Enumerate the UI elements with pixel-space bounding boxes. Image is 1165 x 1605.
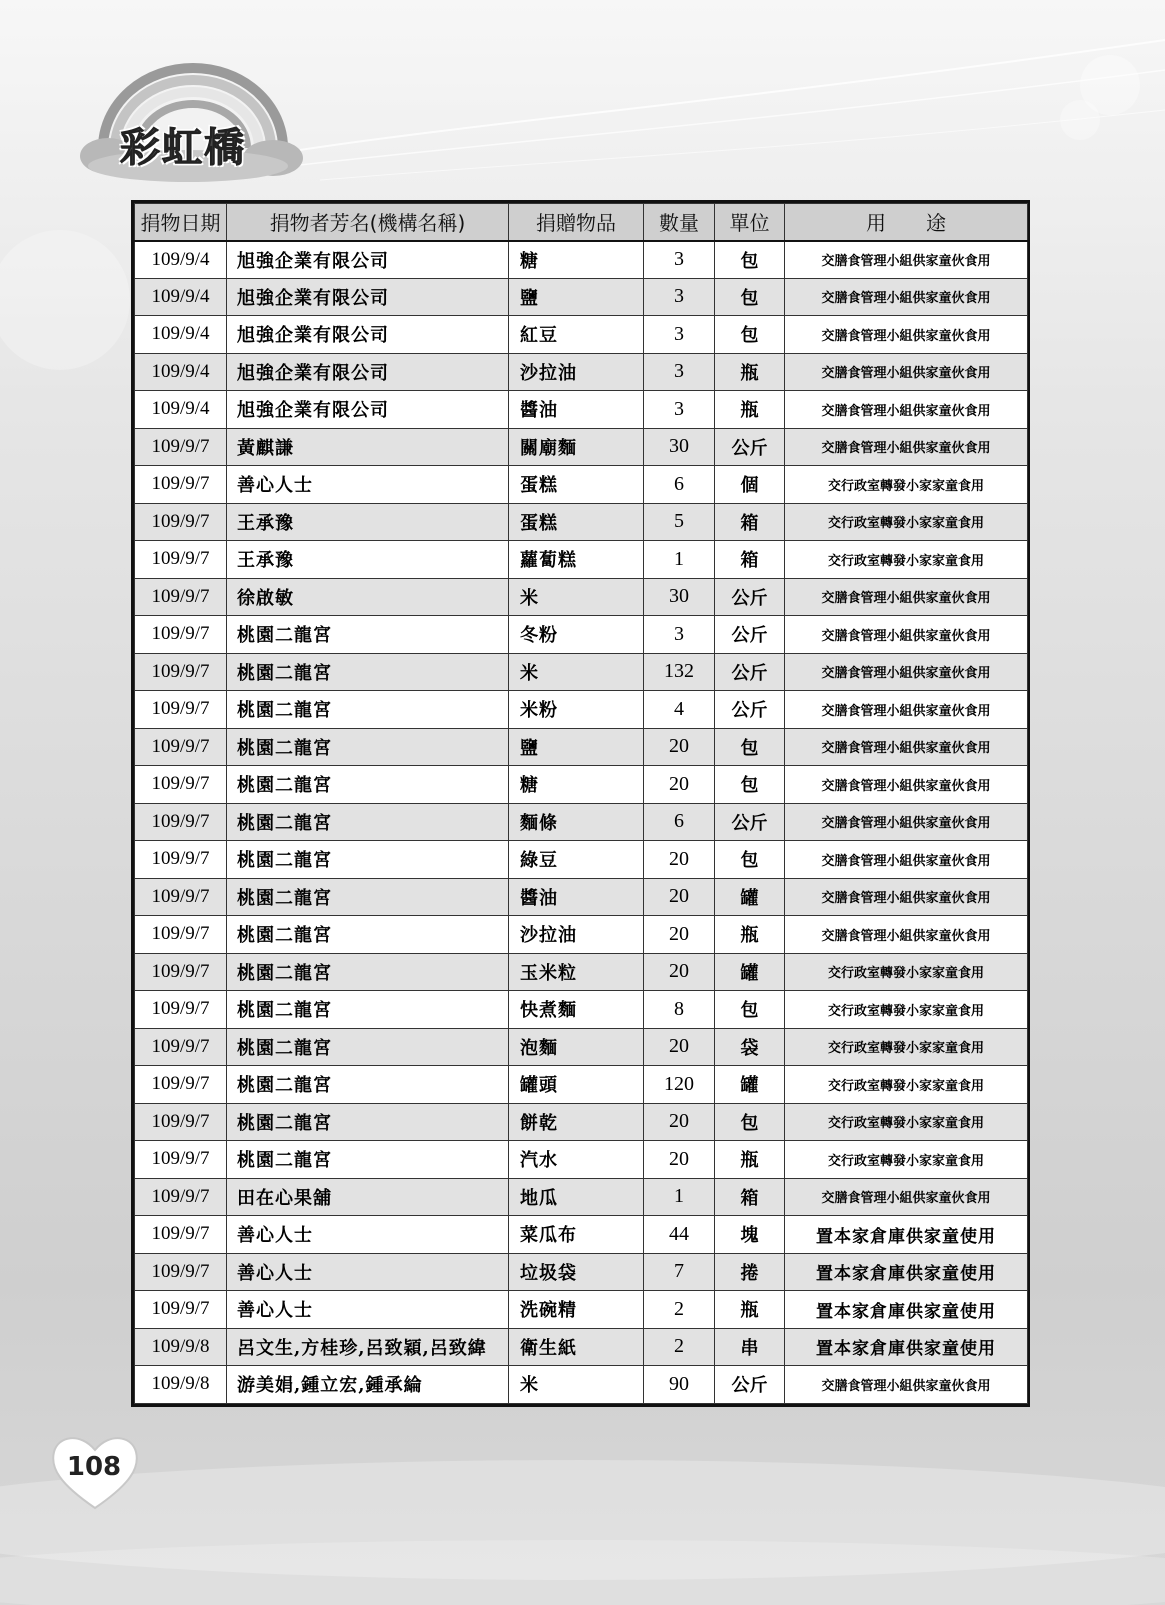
cell-usage: 置本家倉庫供家童使用 bbox=[785, 1253, 1028, 1291]
cell-usage: 交膳食管理小組供家童伙食用 bbox=[785, 578, 1028, 616]
cell-unit: 公斤 bbox=[715, 428, 785, 466]
cell-item: 洗碗精 bbox=[509, 1291, 644, 1329]
cell-usage: 交膳食管理小組供家童伙食用 bbox=[785, 1178, 1028, 1216]
cell-donor: 桃園二龍宮 bbox=[227, 916, 509, 954]
cell-usage: 交行政室轉發小家家童食用 bbox=[785, 991, 1028, 1029]
table-row bbox=[135, 1103, 1028, 1141]
cell-quantity: 5 bbox=[644, 503, 715, 541]
cell-quantity: 8 bbox=[644, 991, 715, 1029]
cell-unit: 箱 bbox=[715, 541, 785, 579]
cell-donor: 旭強企業有限公司 bbox=[227, 278, 509, 316]
cell-quantity: 44 bbox=[644, 1216, 715, 1254]
table-row bbox=[135, 616, 1028, 654]
cell-quantity: 90 bbox=[644, 1366, 715, 1404]
cell-unit: 瓶 bbox=[715, 391, 785, 429]
cell-quantity: 3 bbox=[644, 391, 715, 429]
cell-usage: 交膳食管理小組供家童伙食用 bbox=[785, 316, 1028, 354]
cell-quantity: 132 bbox=[644, 653, 715, 691]
cell-usage: 交膳食管理小組供家童伙食用 bbox=[785, 878, 1028, 916]
column-header-item: 捐贈物品 bbox=[509, 204, 644, 241]
cell-date: 109/9/7 bbox=[135, 991, 227, 1029]
cell-quantity: 3 bbox=[644, 353, 715, 391]
cell-donor: 善心人士 bbox=[227, 466, 509, 504]
cell-unit: 瓶 bbox=[715, 916, 785, 954]
cell-date: 109/9/7 bbox=[135, 1178, 227, 1216]
table-row bbox=[135, 803, 1028, 841]
cell-unit: 公斤 bbox=[715, 653, 785, 691]
table-row bbox=[135, 766, 1028, 804]
rainbow-bridge-logo bbox=[78, 48, 308, 188]
cell-quantity: 20 bbox=[644, 766, 715, 804]
table-row bbox=[135, 916, 1028, 954]
cell-quantity: 6 bbox=[644, 466, 715, 504]
cell-quantity: 30 bbox=[644, 428, 715, 466]
cell-unit: 瓶 bbox=[715, 1141, 785, 1179]
cell-unit: 包 bbox=[715, 991, 785, 1029]
cell-unit: 瓶 bbox=[715, 1291, 785, 1329]
table-row bbox=[135, 503, 1028, 541]
cell-donor: 王承豫 bbox=[227, 503, 509, 541]
table-row bbox=[135, 1366, 1028, 1404]
cell-usage: 交膳食管理小組供家童伙食用 bbox=[785, 691, 1028, 729]
cell-date: 109/9/4 bbox=[135, 391, 227, 429]
cell-item: 玉米粒 bbox=[509, 953, 644, 991]
cell-donor: 桃園二龍宮 bbox=[227, 728, 509, 766]
cell-quantity: 2 bbox=[644, 1291, 715, 1329]
cell-usage: 置本家倉庫供家童使用 bbox=[785, 1216, 1028, 1254]
cell-date: 109/9/7 bbox=[135, 466, 227, 504]
cell-date: 109/9/7 bbox=[135, 691, 227, 729]
cell-item: 鹽 bbox=[509, 728, 644, 766]
cell-unit: 公斤 bbox=[715, 1366, 785, 1404]
cell-item: 糖 bbox=[509, 766, 644, 804]
cell-quantity: 3 bbox=[644, 616, 715, 654]
cell-item: 罐頭 bbox=[509, 1066, 644, 1104]
cell-date: 109/9/7 bbox=[135, 728, 227, 766]
cell-quantity: 20 bbox=[644, 953, 715, 991]
table-row bbox=[135, 653, 1028, 691]
cell-date: 109/9/7 bbox=[135, 953, 227, 991]
cell-usage: 置本家倉庫供家童使用 bbox=[785, 1291, 1028, 1329]
cell-unit: 罐 bbox=[715, 953, 785, 991]
table-row bbox=[135, 728, 1028, 766]
cell-item: 沙拉油 bbox=[509, 916, 644, 954]
cell-item: 鹽 bbox=[509, 278, 644, 316]
cell-quantity: 20 bbox=[644, 728, 715, 766]
cell-donor: 桃園二龍宮 bbox=[227, 991, 509, 1029]
cell-usage: 交膳食管理小組供家童伙食用 bbox=[785, 428, 1028, 466]
cell-item: 地瓜 bbox=[509, 1178, 644, 1216]
cell-item: 糖 bbox=[509, 241, 644, 279]
cell-unit: 包 bbox=[715, 278, 785, 316]
cell-usage: 交行政室轉發小家家童食用 bbox=[785, 1028, 1028, 1066]
cell-usage: 交行政室轉發小家家童食用 bbox=[785, 541, 1028, 579]
cell-date: 109/9/7 bbox=[135, 1216, 227, 1254]
cell-date: 109/9/7 bbox=[135, 616, 227, 654]
cell-usage: 交膳食管理小組供家童伙食用 bbox=[785, 841, 1028, 879]
table-row bbox=[135, 878, 1028, 916]
cell-date: 109/9/7 bbox=[135, 878, 227, 916]
cell-date: 109/9/7 bbox=[135, 1291, 227, 1329]
cell-donor: 善心人士 bbox=[227, 1216, 509, 1254]
cell-quantity: 20 bbox=[644, 1028, 715, 1066]
cell-unit: 公斤 bbox=[715, 803, 785, 841]
cell-donor: 游美娟,鍾立宏,鍾承綸 bbox=[227, 1366, 509, 1404]
page-number-badge bbox=[50, 1432, 140, 1512]
cell-donor: 黃麒謙 bbox=[227, 428, 509, 466]
cell-donor: 田在心果舖 bbox=[227, 1178, 509, 1216]
cell-unit: 個 bbox=[715, 466, 785, 504]
cell-unit: 包 bbox=[715, 841, 785, 879]
table-row bbox=[135, 316, 1028, 354]
table-row bbox=[135, 391, 1028, 429]
cell-item: 汽水 bbox=[509, 1141, 644, 1179]
cell-usage: 交行政室轉發小家家童食用 bbox=[785, 466, 1028, 504]
cell-donor: 呂文生,方桂珍,呂致穎,呂致緯 bbox=[227, 1328, 509, 1366]
cell-unit: 公斤 bbox=[715, 578, 785, 616]
cell-unit: 包 bbox=[715, 241, 785, 279]
cell-item: 蘿蔔糕 bbox=[509, 541, 644, 579]
cell-quantity: 20 bbox=[644, 1103, 715, 1141]
cell-usage: 交膳食管理小組供家童伙食用 bbox=[785, 353, 1028, 391]
cell-date: 109/9/4 bbox=[135, 353, 227, 391]
cell-donor: 徐啟敏 bbox=[227, 578, 509, 616]
cell-quantity: 4 bbox=[644, 691, 715, 729]
table-row bbox=[135, 278, 1028, 316]
table-row bbox=[135, 953, 1028, 991]
cell-quantity: 20 bbox=[644, 1141, 715, 1179]
cell-unit: 瓶 bbox=[715, 353, 785, 391]
column-header-unit: 單位 bbox=[715, 204, 785, 241]
cell-donor: 旭強企業有限公司 bbox=[227, 316, 509, 354]
cell-usage: 交膳食管理小組供家童伙食用 bbox=[785, 653, 1028, 691]
cell-donor: 桃園二龍宮 bbox=[227, 1103, 509, 1141]
cell-date: 109/9/7 bbox=[135, 653, 227, 691]
logo-title: 彩虹橋 bbox=[120, 125, 246, 171]
cell-quantity: 6 bbox=[644, 803, 715, 841]
table-row bbox=[135, 1216, 1028, 1254]
table-row bbox=[135, 578, 1028, 616]
column-header-donor: 捐物者芳名(機構名稱) bbox=[227, 204, 509, 241]
cell-item: 紅豆 bbox=[509, 316, 644, 354]
cell-usage: 交行政室轉發小家家童食用 bbox=[785, 953, 1028, 991]
cell-date: 109/9/7 bbox=[135, 503, 227, 541]
cell-date: 109/9/4 bbox=[135, 316, 227, 354]
cell-date: 109/9/8 bbox=[135, 1366, 227, 1404]
cell-unit: 包 bbox=[715, 728, 785, 766]
donation-table bbox=[131, 200, 1030, 1407]
cell-donor: 旭強企業有限公司 bbox=[227, 353, 509, 391]
cell-unit: 罐 bbox=[715, 878, 785, 916]
cell-donor: 王承豫 bbox=[227, 541, 509, 579]
cell-usage: 交膳食管理小組供家童伙食用 bbox=[785, 728, 1028, 766]
cell-date: 109/9/8 bbox=[135, 1328, 227, 1366]
cell-donor: 善心人士 bbox=[227, 1291, 509, 1329]
cell-usage: 交膳食管理小組供家童伙食用 bbox=[785, 766, 1028, 804]
cell-date: 109/9/7 bbox=[135, 841, 227, 879]
cell-item: 蛋糕 bbox=[509, 466, 644, 504]
table-row bbox=[135, 1178, 1028, 1216]
cell-unit: 罐 bbox=[715, 1066, 785, 1104]
cell-quantity: 7 bbox=[644, 1253, 715, 1291]
cell-quantity: 2 bbox=[644, 1328, 715, 1366]
cell-donor: 桃園二龍宮 bbox=[227, 841, 509, 879]
cell-item: 米 bbox=[509, 1366, 644, 1404]
cell-item: 泡麵 bbox=[509, 1028, 644, 1066]
table-row bbox=[135, 1328, 1028, 1366]
cell-usage: 置本家倉庫供家童使用 bbox=[785, 1328, 1028, 1366]
cell-quantity: 120 bbox=[644, 1066, 715, 1104]
column-header-usage: 用 途 bbox=[785, 204, 1028, 241]
cell-date: 109/9/7 bbox=[135, 1103, 227, 1141]
cell-usage: 交膳食管理小組供家童伙食用 bbox=[785, 803, 1028, 841]
cell-donor: 桃園二龍宮 bbox=[227, 1066, 509, 1104]
table-row bbox=[135, 428, 1028, 466]
cell-quantity: 20 bbox=[644, 878, 715, 916]
cell-unit: 公斤 bbox=[715, 691, 785, 729]
cell-quantity: 30 bbox=[644, 578, 715, 616]
cell-item: 醬油 bbox=[509, 878, 644, 916]
cell-item: 米 bbox=[509, 578, 644, 616]
cell-quantity: 3 bbox=[644, 316, 715, 354]
table-header-row bbox=[135, 204, 1028, 241]
cell-usage: 交膳食管理小組供家童伙食用 bbox=[785, 278, 1028, 316]
column-header-quantity: 數量 bbox=[644, 204, 715, 241]
cell-date: 109/9/7 bbox=[135, 428, 227, 466]
cell-donor: 桃園二龍宮 bbox=[227, 1141, 509, 1179]
cell-item: 米粉 bbox=[509, 691, 644, 729]
page-number: 108 bbox=[66, 1452, 122, 1482]
cell-date: 109/9/4 bbox=[135, 241, 227, 279]
cell-date: 109/9/7 bbox=[135, 1028, 227, 1066]
cell-date: 109/9/7 bbox=[135, 578, 227, 616]
table-row bbox=[135, 541, 1028, 579]
cell-donor: 旭強企業有限公司 bbox=[227, 241, 509, 279]
cell-usage: 交膳食管理小組供家童伙食用 bbox=[785, 241, 1028, 279]
cell-item: 衛生紙 bbox=[509, 1328, 644, 1366]
table-row bbox=[135, 466, 1028, 504]
cell-date: 109/9/7 bbox=[135, 1141, 227, 1179]
cell-date: 109/9/7 bbox=[135, 766, 227, 804]
cell-quantity: 20 bbox=[644, 841, 715, 879]
table-row bbox=[135, 1291, 1028, 1329]
table-row bbox=[135, 241, 1028, 279]
cell-donor: 桃園二龍宮 bbox=[227, 878, 509, 916]
cell-quantity: 1 bbox=[644, 1178, 715, 1216]
cell-item: 垃圾袋 bbox=[509, 1253, 644, 1291]
cell-item: 沙拉油 bbox=[509, 353, 644, 391]
cell-donor: 桃園二龍宮 bbox=[227, 616, 509, 654]
cell-unit: 捲 bbox=[715, 1253, 785, 1291]
cell-usage: 交膳食管理小組供家童伙食用 bbox=[785, 916, 1028, 954]
cell-quantity: 3 bbox=[644, 278, 715, 316]
table-row bbox=[135, 841, 1028, 879]
table-row bbox=[135, 1253, 1028, 1291]
cell-unit: 包 bbox=[715, 316, 785, 354]
table-row bbox=[135, 691, 1028, 729]
cell-item: 冬粉 bbox=[509, 616, 644, 654]
cell-item: 菜瓜布 bbox=[509, 1216, 644, 1254]
cell-usage: 交膳食管理小組供家童伙食用 bbox=[785, 616, 1028, 654]
cell-unit: 袋 bbox=[715, 1028, 785, 1066]
cell-donor: 善心人士 bbox=[227, 1253, 509, 1291]
cell-unit: 包 bbox=[715, 1103, 785, 1141]
cell-unit: 箱 bbox=[715, 1178, 785, 1216]
cell-unit: 箱 bbox=[715, 503, 785, 541]
cell-item: 米 bbox=[509, 653, 644, 691]
cell-date: 109/9/7 bbox=[135, 1066, 227, 1104]
table-row bbox=[135, 1141, 1028, 1179]
cell-quantity: 20 bbox=[644, 916, 715, 954]
cell-item: 蛋糕 bbox=[509, 503, 644, 541]
cell-unit: 串 bbox=[715, 1328, 785, 1366]
cell-date: 109/9/7 bbox=[135, 541, 227, 579]
table-row bbox=[135, 1066, 1028, 1104]
cell-donor: 桃園二龍宮 bbox=[227, 653, 509, 691]
table-row bbox=[135, 991, 1028, 1029]
cell-item: 餅乾 bbox=[509, 1103, 644, 1141]
cell-date: 109/9/7 bbox=[135, 1253, 227, 1291]
cell-item: 麵條 bbox=[509, 803, 644, 841]
cell-unit: 公斤 bbox=[715, 616, 785, 654]
table-row bbox=[135, 353, 1028, 391]
table-row bbox=[135, 1028, 1028, 1066]
cell-date: 109/9/7 bbox=[135, 916, 227, 954]
cell-item: 醬油 bbox=[509, 391, 644, 429]
cell-unit: 包 bbox=[715, 766, 785, 804]
cell-donor: 桃園二龍宮 bbox=[227, 953, 509, 991]
cell-donor: 桃園二龍宮 bbox=[227, 803, 509, 841]
cell-donor: 旭強企業有限公司 bbox=[227, 391, 509, 429]
cell-usage: 交行政室轉發小家家童食用 bbox=[785, 503, 1028, 541]
cell-quantity: 1 bbox=[644, 541, 715, 579]
cell-usage: 交行政室轉發小家家童食用 bbox=[785, 1066, 1028, 1104]
cell-item: 快煮麵 bbox=[509, 991, 644, 1029]
cell-date: 109/9/7 bbox=[135, 803, 227, 841]
column-header-date: 捐物日期 bbox=[135, 204, 227, 241]
cell-quantity: 3 bbox=[644, 241, 715, 279]
cell-item: 關廟麵 bbox=[509, 428, 644, 466]
cell-usage: 交行政室轉發小家家童食用 bbox=[785, 1103, 1028, 1141]
cell-usage: 交膳食管理小組供家童伙食用 bbox=[785, 391, 1028, 429]
cell-item: 綠豆 bbox=[509, 841, 644, 879]
cell-donor: 桃園二龍宮 bbox=[227, 1028, 509, 1066]
cell-usage: 交行政室轉發小家家童食用 bbox=[785, 1141, 1028, 1179]
cell-unit: 塊 bbox=[715, 1216, 785, 1254]
cell-donor: 桃園二龍宮 bbox=[227, 691, 509, 729]
cell-donor: 桃園二龍宮 bbox=[227, 766, 509, 804]
cell-usage: 交膳食管理小組供家童伙食用 bbox=[785, 1366, 1028, 1404]
cell-date: 109/9/4 bbox=[135, 278, 227, 316]
